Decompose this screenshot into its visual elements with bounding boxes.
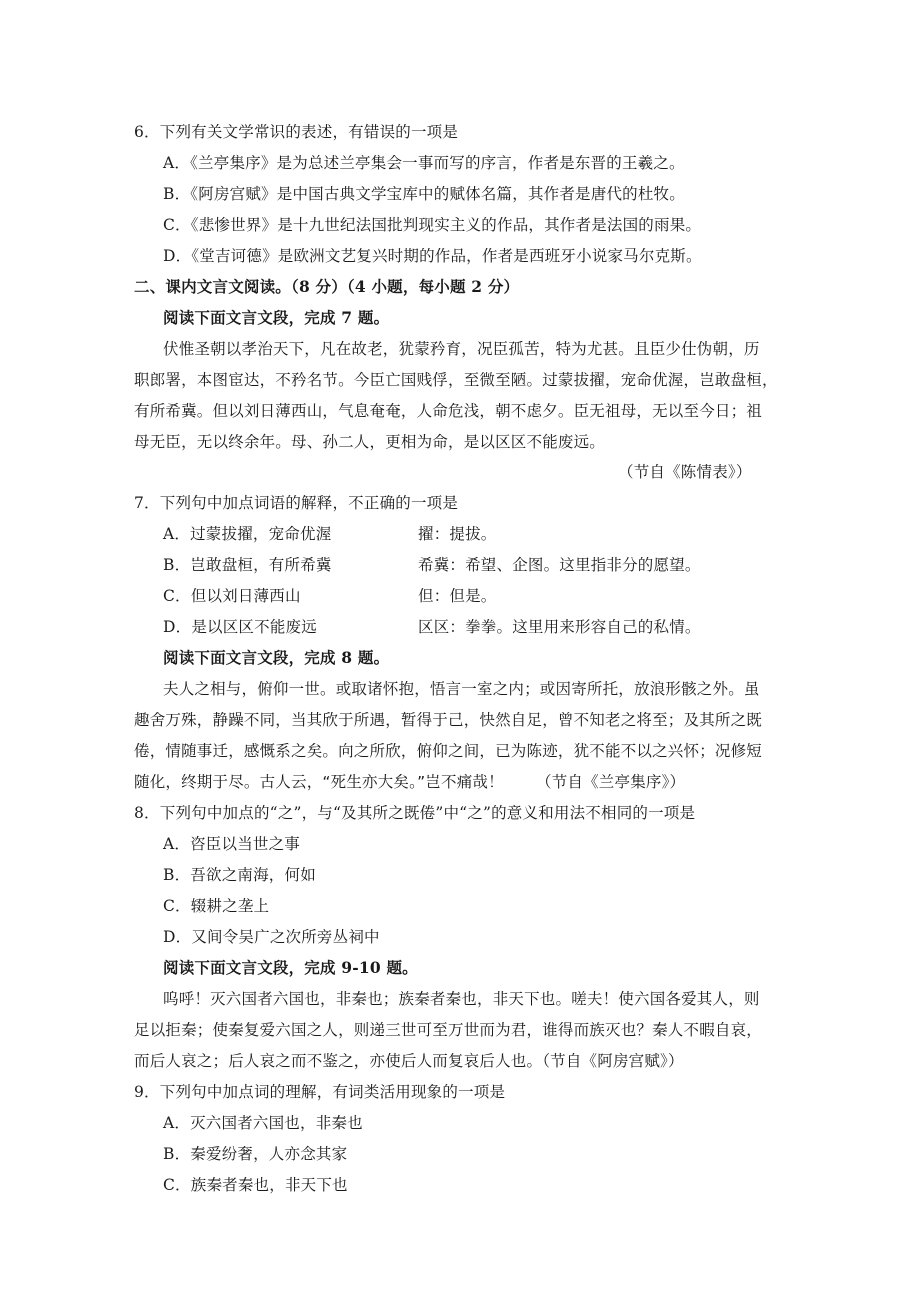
question-9-option-a: A．灭六国者六国也，非秦也 [163, 1114, 363, 1132]
passage-1-line: 伏惟圣朝以孝治天下，凡在故老，犹蒙矜育，况臣孤苦，特为尤甚。且臣少仕伪朝，历 [163, 340, 760, 358]
question-7-option-a: A．过蒙拔擢，宠命优渥 [163, 525, 332, 543]
passage-2-line: 随化，终期于尽。古人云，“死生亦大矣。”岂不痛哉！ [134, 773, 504, 791]
passage-2-intro: 阅读下面文言文段，完成 8 题。 [163, 648, 390, 667]
question-8-stem: 8．下列句中加点的“之”，与“及其所之既倦”中“之”的意义和用法不相同的一项是 [134, 804, 696, 822]
question-7-option-c-note: 但：但是。 [418, 587, 497, 605]
question-8-option-b: B．吾欲之南海，何如 [163, 866, 316, 884]
question-7-option-c: C．但以刘日薄西山 [163, 587, 301, 605]
question-6-option-a: A．《兰亭集序》是为总述兰亭集会一事而写的序言，作者是东晋的王羲之。 [163, 154, 685, 172]
question-7-option-d: D．是以区区不能废远 [163, 618, 317, 636]
question-7-option-a-note: 擢：提拔。 [418, 525, 497, 543]
passage-2-source: （节自《兰亭集序》） [536, 773, 686, 791]
question-7-option-d-note: 区区：拳拳。这里用来形容自己的私情。 [418, 618, 701, 636]
passage-1-line: 母无臣，无以终余年。母、孙二人，更相为命，是以区区不能废远。 [134, 433, 606, 451]
question-9-option-c: C．族秦者秦也，非天下也 [163, 1176, 348, 1194]
question-8-option-d: D．又间令吴广之次所旁丛祠中 [163, 928, 380, 946]
passage-3-line: 呜呼！灭六国者六国也，非秦也；族秦者秦也，非天下也。嗟夫！使六国各爱其人，则 [163, 990, 760, 1008]
question-6-option-c: C．《悲惨世界》是十九世纪法国批判现实主义的作品，其作者是法国的雨果。 [163, 216, 702, 234]
question-8-option-c: C．辍耕之垄上 [163, 897, 270, 915]
passage-3-line: 而后人哀之；后人哀之而不鉴之，亦使后人而复哀后人也。（节自《阿房宫赋》） [134, 1052, 684, 1070]
section-2-heading: 二、课内文言文阅读。（8 分）（4 小题，每小题 2 分） [134, 277, 520, 296]
question-8-option-a: A．咨臣以当世之事 [163, 835, 300, 853]
passage-3-line: 足以拒秦；使秦复爱六国之人，则递三世可至万世而为君，谁得而族灭也？秦人不暇自哀， [134, 1021, 763, 1039]
passage-3-intro: 阅读下面文言文段，完成 9-10 题。 [163, 958, 418, 977]
passage-2-line: 夫人之相与，俯仰一世。或取诸怀抱，悟言一室之内；或因寄所托，放浪形骸之外。虽 [163, 680, 760, 698]
question-6-stem: 6．下列有关文学常识的表述，有错误的一项是 [134, 123, 459, 141]
passage-2-line: 趣舍万殊，静躁不同，当其欣于所遇，暂得于己，快然自足，曾不知老之将至；及其所之既 [134, 711, 763, 729]
passage-1-source: （节自《陈情表》） [618, 463, 752, 481]
question-7-option-b-note: 希冀：希望、企图。这里指非分的愿望。 [418, 556, 701, 574]
question-7-option-b: B．岂敢盘桓，有所希冀 [163, 556, 332, 574]
passage-2-line: 倦，情随事迁，感慨系之矣。向之所欣，俯仰之间，已为陈迹，犹不能不以之兴怀；况修短 [134, 742, 763, 760]
question-6-option-b: B．《阿房宫赋》是中国古典文学宝库中的赋体名篇，其作者是唐代的杜牧。 [163, 185, 685, 203]
passage-1-line: 职郎署，本图宦达，不矜名节。今臣亡国贱俘，至微至陋。过蒙拔擢，宠命优渥，岂敢盘桓， [134, 371, 778, 389]
passage-1-line: 有所希冀。但以刘日薄西山，气息奄奄，人命危浅，朝不虑夕。臣无祖母，无以至今日；祖 [134, 402, 763, 420]
question-6-option-d: D．《堂吉诃德》是欧洲文艺复兴时期的作品，作者是西班牙小说家马尔克斯。 [163, 247, 702, 265]
question-7-stem: 7．下列句中加点词语的解释，不正确的一项是 [134, 494, 459, 512]
question-9-stem: 9．下列句中加点词的理解，有词类活用现象的一项是 [134, 1083, 506, 1101]
passage-1-intro: 阅读下面文言文段，完成 7 题。 [163, 308, 390, 327]
question-9-option-b: B．秦爱纷奢，人亦念其家 [163, 1145, 348, 1163]
